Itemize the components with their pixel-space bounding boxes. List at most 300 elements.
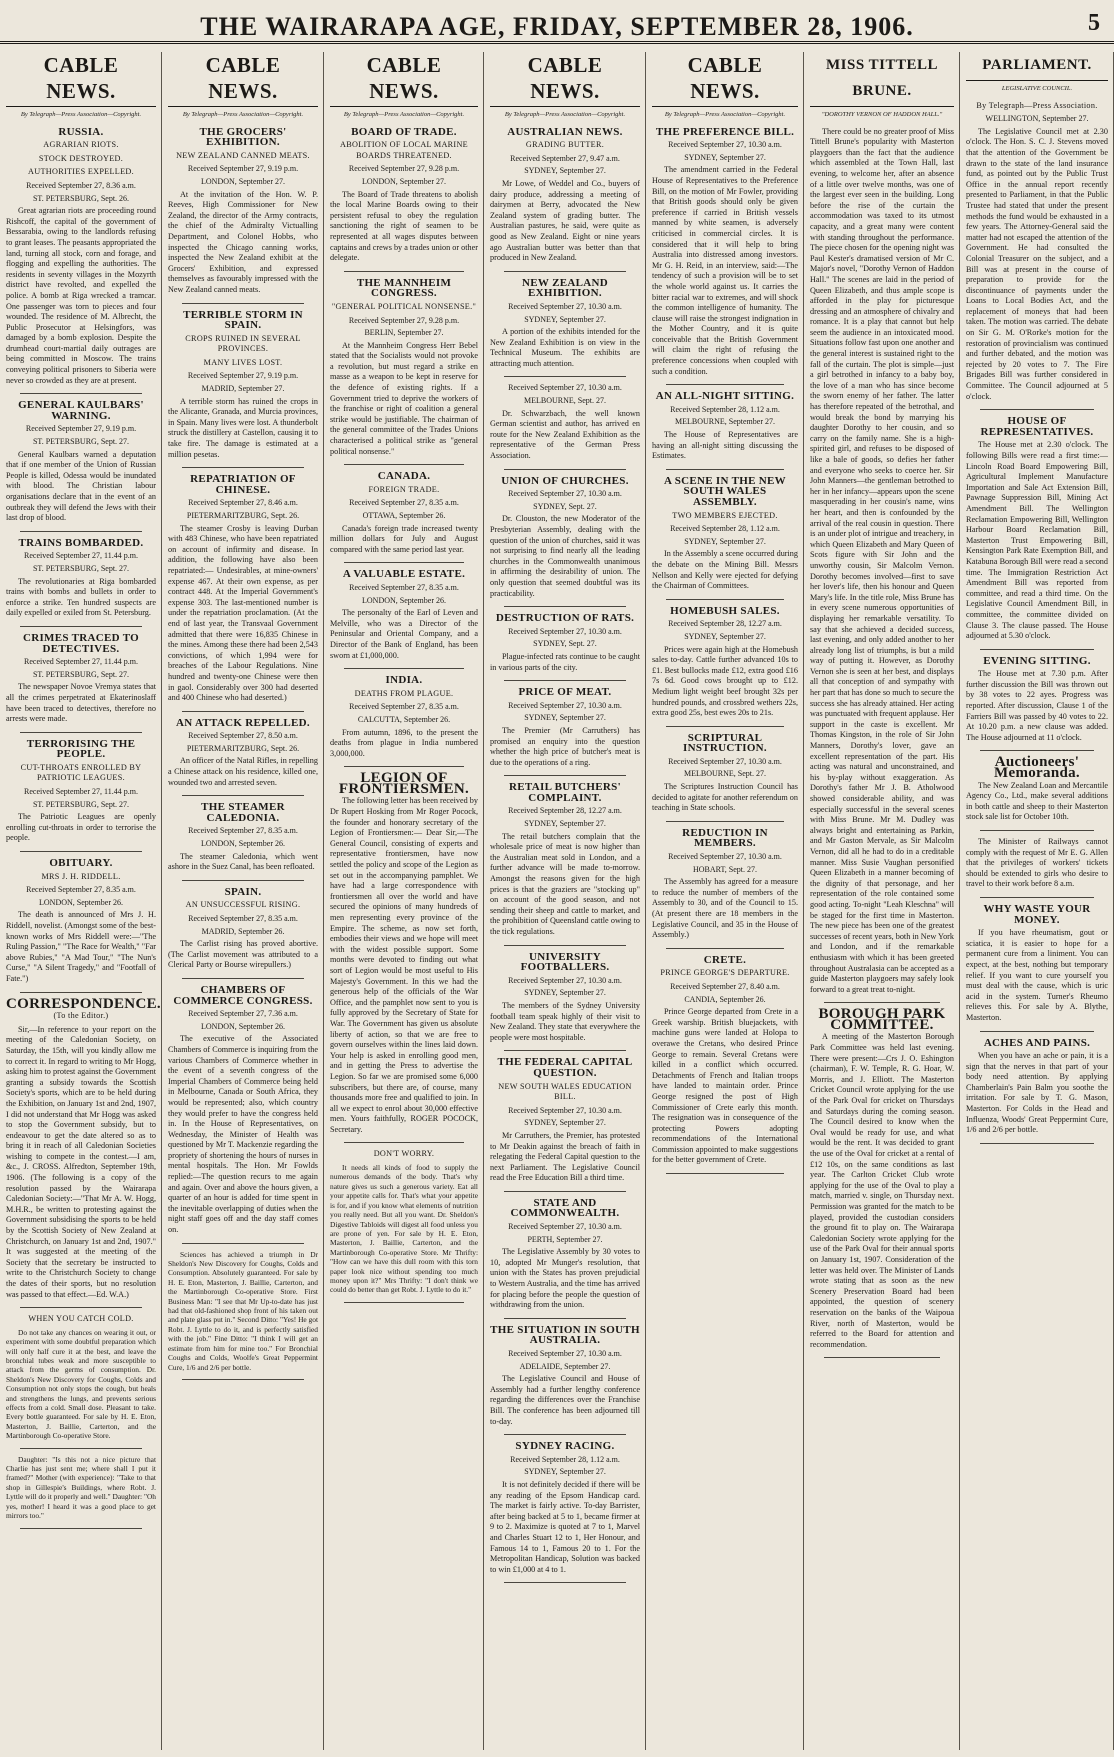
section-rule [504, 1191, 626, 1192]
section-rule [182, 1243, 304, 1244]
received-line: Received September 27, 8.35 a.m. [349, 582, 459, 592]
section-rule [980, 897, 1094, 898]
received-line: Received September 27, 9.28 p.m. [348, 315, 460, 325]
received-line: Received September 28, 1.12 a.m. [670, 524, 780, 534]
article [490, 1057, 640, 1184]
column-5 [646, 52, 804, 1750]
article-body: Daughter: "Is this not a nice picture that Charlie has just sent me; where shall I put it framed?" Mother (with experience): "Take to that shop in Gillespie's Buildings, where Robt. J. Lyttle will do it properly and well." Daughter: "Oh yes, mother! I heard it was a good place to get mirrors too." [6, 1454, 156, 1521]
article-body: The Patriotic Leagues are openly enrolling cut-throats in order to terrorise the people. [6, 812, 156, 843]
article [330, 1149, 478, 1294]
dateline: ST. PETERSBURG, Sept. 27. [32, 437, 130, 447]
dateline: ADELAIDE, September 27. [519, 1361, 611, 1371]
received-line: Received September 27, 11.44 p.m. [24, 551, 138, 561]
dateline: OTTAWA, September 26. [362, 511, 446, 520]
received-line: Received September 27, 10.30 a.m. [668, 756, 782, 766]
section-rule [20, 1307, 142, 1308]
article-subheading: CUT-THROATS ENROLLED BY PATRIOTIC LEAGUES. [20, 762, 142, 783]
article-body: In the Assembly a scene occurred during the debate on the Mining Bill. Messrs Nellson and Kelly were ejected for defying the Chairman of Committees. [652, 549, 798, 591]
received-line: Received September 27, 8.46 a.m. [188, 498, 298, 508]
article-subheading: MRS J. H. RIDDELL. [41, 871, 121, 881]
article-body: The retail butchers complain that the wholesale price of meat is now higher than the Australian meat sold in London, and a further advance will be made to-morrow. Amongst the reasons given for the high prices is that the graziers are "stocking up" on account of the good season, and not sending their sheep and cattle to market, and the prohibition of Queensland cattle owing to the tick regulations. [490, 831, 640, 936]
section-rule [504, 606, 626, 607]
section-rule [182, 1379, 304, 1380]
section-rule [20, 626, 142, 627]
received-line: Received September 27, 8.36 a.m. [26, 180, 136, 190]
section-rule [344, 766, 464, 767]
article-subheading: DEATHS FROM PLAGUE. [354, 688, 454, 698]
article-body: At the invitation of the Hon. W. P. Reeves, High Commissioner for New Zealand, the director of the Army contracts, the chief of the Admiralty Victualling Department, and Colonel Hobbs, who inspected the Chicago canning works, inspected the New Zealand exhibit at the Grocers' Exhibition, and expressed themselves as favourably impressed with the New Zealand canned meats. [168, 189, 318, 294]
article-heading: EVENING SITTING. [983, 654, 1091, 667]
article-subheading: NEW SOUTH WALES EDUCATION BILL. [498, 1081, 632, 1102]
column-header: CABLE NEWS. [330, 52, 478, 107]
article-body: A terrible storm has ruined the crops in the Alicante, Granada, and Murcia provinces, in Spain. Many lives were lost. A thunderbolt struck the distillery at Castellon, causing it to take fire. The damage is estimated at a million pesetas. [168, 396, 318, 459]
article-body: The death is announced of Mrs J. H. Riddell, novelist. (Amongst some of the best-known works of Mrs Riddell were:—"The Ruling Passion," "The Race for Wealth," "Far above Rubies," "A Mad Tour," "The Nun's Curse," "A Silent Tragedy," and "Footfall of Fate.") [6, 910, 156, 983]
article [6, 1314, 156, 1440]
article [168, 127, 318, 296]
byline: By Telegraph—Press Association—Copyright. [182, 111, 304, 118]
article-body: The following letter has been received by Dr Rupert Hosking from Mr Roger Pocock, the founder and honorary secretary of the Legion of Frontiersmen:— Dear Sir,—The General Council, consisting of experts and representative frontiersmen, have now settled the policy and scope of the Legion as set out in the accompanying pamphlet. We have had a large correspondence with frontiersmen all over the world and have secured the opinions of many hundreds of men representing every province of the Empire. The scheme, as now set forth, embodies their views and we hope will meet with the widest possible support. Some months were devoted to finding out what sort of Legion would be most useful to His Majesty's Government. In this we had the generous help of the officials of the War Office, and the pamphlet now sent to you is fully approved by the Secretary of State for War. The Government has given us absolute liberty of action, so that we are free to govern ourselves within the lines laid down. Your help is asked in enrolling good men, and in getting the Press to advertise the Legion. So far we are promised some 6,000 subscribers, but there are, of course, many thousands more free and qualified to join. In all we expect to enrol about 30,000 effective men. Yours faithfully, ROGER POCOCK, Secretary. [330, 796, 478, 1134]
section-rule [824, 1002, 940, 1003]
column-2 [162, 52, 324, 1750]
dateline: MADRID, September 26. [201, 926, 285, 936]
article-body: If you have rheumatism, gout or sciatica, it is easier to hope for a permanent cure from a liniment. You can expect, at the best, nothing but temporary relief. If you want to cure yourself you must deal with the cause, which is uric acid in the system. Turner's Rheumo relieves this. For sale by A. Blythe, Masterton. [966, 928, 1108, 1022]
column-header: CABLE NEWS. [652, 52, 798, 107]
article [6, 633, 156, 725]
section-rule [666, 726, 784, 727]
section-rule [666, 1173, 784, 1174]
column-header: PARLIAMENT. [966, 52, 1108, 81]
received-line: Received September 27, 10.30 a.m. [508, 1222, 622, 1232]
section-rule [20, 1448, 142, 1449]
article [168, 802, 318, 873]
article-body: The revolutionaries at Riga bombarded trains with bombs and bullets in order to enforce a strike. Ten hundred suspects are daily expelled or exiled from St. Petersburg. [6, 576, 156, 618]
section-rule [666, 469, 784, 470]
article-heading: UNIVERSITY FOOTBALLERS. [520, 950, 610, 974]
section-rule [344, 1142, 464, 1143]
article [966, 416, 1108, 641]
article [330, 569, 478, 661]
received-line: Received September 27, 8.35 a.m. [188, 826, 298, 836]
article [490, 278, 640, 370]
article-body: From autumn, 1896, to the present the deaths from plague in India numbered 3,000,000. [330, 727, 478, 758]
article [966, 656, 1108, 744]
article-body: An officer of the Natal Rifles, in repelling a Chinese attack on his residence, killed one, wounded two and arrested seven. [168, 756, 318, 787]
article-subheading: By Telegraph—Press Association. [976, 100, 1098, 110]
article-body: Dr. Clouston, the new Moderator of the Presbyterian Assembly, dealing with the question of the union of churches, said it was not surprising to find nearly all the leading churches in the Commonwealth unanimous in affirming the desirability of union. The only question that seemed doubtful was its practicability. [490, 514, 640, 598]
article-heading: ACHES AND PAINS. [983, 1036, 1091, 1049]
article-heading: NEW ZEALAND EXHIBITION. [522, 276, 608, 300]
dateline: LONDON, September 26. [362, 595, 446, 605]
article-body: The steamer Crosby is leaving Durban with 483 Chinese, who have been repatriated on account of infirmity and disease. In addition, the following have also been repatriated:— Undesirables, at mine-owners' expense 467. At their own expense, as per contract 448. At the Imperial Government's expense 303. The last-mentioned number is under the repatriation proclamation. (At the end of last year, the Transvaal Government admitted that there were 16,835 Chinese in the mines. Among these there had been 2,543 convictions, of which 1,994 were for breaches of the Labour Regulations. Nine hundred and twenty-one Chinese were then in gaol. Considerably over 300 had deserted and 400 Chinese who had deserted.) [168, 523, 318, 703]
article-body: The Scriptures Instruction Council has decided to agitate for another referendum on teaching in State schools. [652, 782, 798, 813]
article [6, 400, 156, 524]
article-heading: THE STEAMER CALEDONIA. [201, 801, 285, 824]
dateline: MELBOURNE, September 27. [675, 417, 775, 427]
dateline: MELBOURNE, Sept. 27. [684, 769, 766, 779]
section-rule [980, 1031, 1094, 1032]
dateline: SYDNEY, Sept. 27. [533, 639, 597, 649]
article-body: The Board of Trade threatens to abolish the local Marine Boards owing to their persistent refusal to obey the regulation sanctioning the right of seamen to be represented at all wages disputes between captains and crews by a trades union or other delegate. [330, 189, 478, 263]
article [6, 995, 161, 1301]
dateline: MADRID, September 27. [201, 384, 285, 394]
section-rule [182, 467, 304, 468]
article-heading: REDUCTION IN MEMBERS. [682, 826, 768, 850]
article-subheading: "GENERAL POLITICAL NONSENSE." [331, 301, 477, 311]
article-body: It is not definitely decided if there will be any reading of the Epsom Handicap card. The market is fairly active. To-day Barrister, after being backed at 5 to 1, became firmer at 9 to 2. Maximize is quoted at 7 to 1, Marvel and Charles Stuart 12 to 1, Her Honour, and Famous 14 to 1, Famous 20 to 1. For the Metropolitan Handicap, Solution was backed to win £1,000 at 4 to 1. [490, 1479, 640, 1574]
article [168, 474, 318, 703]
article [966, 101, 1108, 403]
article [652, 828, 798, 941]
article-body: The executive of the Associated Chambers of Commerce is inquiring from the various Chambers of Commerce whether in the event of a seventh congress of the Imperial Chambers of Commerce being held in Melbourne, Canada or South Africa, they would be represented; also, which country they would prefer to have the congress held in. In the House of Representatives, on Wednesday, the Minister of Health was questioned by Mr T. Mackenzie regarding the propriety of shortening the hours of nurses in mental hospitals. The Hon. Mr Fowlds replied:—The question recurs to me again and again. Over and above the hours given, a quarter of an hour is added for time spent in the inevitable overlapping of duties when the night staff goes off and the day staff comes on. [168, 1034, 318, 1235]
article-heading: A SCENE IN THE NEW SOUTH WALES ASSEMBLY. [664, 474, 786, 508]
dateline: SYDNEY, September 27. [524, 988, 606, 998]
article-heading: STATE AND COMMONWEALTH. [510, 1196, 620, 1220]
article [330, 675, 478, 759]
dateline: SYDNEY, September 27. [524, 1467, 606, 1477]
dateline: SYDNEY, September 27. [524, 819, 606, 829]
dateline: SYDNEY, September 27. [684, 152, 766, 162]
article-body: Mr Lowe, of Weddel and Co., buyers of dairy produce, addressing a meeting of dairymen at Berry, advocated the New Zealand system of grading butter. The Australian pastures, he said, were quite as good as New Zealand. Eight or nine years ago Australian butter was better than that produced in New Zealand. [490, 178, 640, 263]
received-line: Received September 27, 7.36 a.m. [188, 1009, 298, 1019]
dateline: SYDNEY, Sept. 27. [533, 501, 597, 511]
received-line: Received September 27, 10.30 a.m. [508, 700, 622, 710]
article-body: The members of the Sydney University football team speak highly of their visit to New Zealand. They state that everywhere the people were most hospitable. [490, 1000, 640, 1042]
article-heading: THE GROCERS' EXHIBITION. [199, 125, 287, 149]
dateline: LONDON, September 26. [201, 1021, 285, 1031]
section-rule [20, 1528, 142, 1529]
article [966, 904, 1108, 1024]
article-heading: CHAMBERS OF COMMERCE CONGRESS. [173, 983, 313, 1007]
article [810, 127, 954, 996]
article-heading: PRICE OF MEAT. [518, 686, 612, 699]
article-body: A portion of the exhibits intended for the New Zealand Exhibition is on view in the Technical Museum. The exhibits are attracting much attention. [490, 327, 640, 368]
article-heading: HOUSE OF REPRESENTATIVES. [980, 415, 1094, 438]
article-body: The House met at 2.30 o'clock. The following Bills were read a first time:—Lincoln Road Board Empowering Bill, Agricultural Implement Manufacture Importation and Sale Act Extension Bill, Pawnage Suppression Bill, Mining Act Amendment Bill. The Wellington Reclamation Empowering Bill, Wellington Harbour Board Reclamation Bill, Masterton Trust Empowering Bill, Kensington Park Rate Exemption Bill, and Katabuna Borough Bill were read a second time. The Immigration Restriction Act Amendment Bill was reported from committee, and read a third time. On the Legislative Council Amendment Bill, in committee, the committee divided on Clause 3. The clause passed. The House adjourned at 5.30 o'clock. [966, 440, 1108, 641]
article-heading: UNION OF CHURCHES. [501, 474, 629, 487]
section-rule [344, 271, 464, 272]
article-subheading: CROPS RUINED IN SEVERAL PROVINCES. [185, 333, 301, 354]
article [652, 733, 798, 814]
article-heading: A VALUABLE ESTATE. [342, 568, 466, 581]
article-subheading: ABOLITION OF LOCAL MARINE BOARDS THREATENED. [340, 140, 468, 160]
article-body: Prince George departed from Crete in a Greek warship. British bluejackets, with machine guns were landed at Holopa to overawe the Cretans, who desired Prince George to remain. Several Cretans were killed in a conflict which occurred. Detachments of French and Italian troops have landed to maintain order. Prince George resigned the post of High Commissioner of Crete early this month. The resignation was in consequence of the protecting Powers adopting recommendations of the International Commission appointed to make suggestions for the better government of Crete. [652, 1007, 798, 1165]
article [490, 687, 640, 768]
article-subheading: AGRARIAN RIOTS. [43, 140, 119, 150]
section-rule [504, 271, 626, 272]
received-line: Received September 27, 10.30 a.m. [508, 975, 622, 985]
dateline: LONDON, September 26. [39, 897, 123, 907]
article-heading: Auctioneers' Memoranda. [994, 754, 1080, 782]
article [652, 476, 798, 592]
article-body: The House met at 7.30 p.m. After further discussion the Bill was thrown out by 38 votes to 22 ayes. Progress was reported. After discussion, Clause 1 of the Farriers Bill was passed by 40 votes to 22. At 10.20 p.m. a new clause was added. The House adjourned at 11 o'clock. [966, 669, 1108, 742]
article-heading: CANADA. [377, 470, 431, 483]
section-rule [182, 978, 304, 979]
section-rule [980, 649, 1094, 650]
article [330, 278, 478, 458]
article-body: The Carlist rising has proved abortive. (The Carlist movement was attributed to a Clerical Party or Bourse wirepullers.) [168, 939, 318, 970]
article-heading: BOARD OF TRADE. [351, 125, 457, 138]
section-rule [182, 880, 304, 881]
dateline: SYDNEY, September 27. [684, 536, 766, 546]
article [6, 1455, 156, 1521]
received-line: Received September 27, 9.19 p.m. [187, 164, 299, 174]
article-heading: CRETE. [703, 953, 747, 966]
article-heading: SYDNEY RACING. [515, 1440, 615, 1453]
received-line: Received September 27, 11.44 p.m. [24, 657, 138, 667]
article-body: When you have an ache or pain, it is a sign that the nerves in that part of your body need attention. By applying Chamberlain's Pain Balm you soothe the irritation. For sale by T. G. Mason, Masterton. For Colds in the Head and Influenza, Woods' Great Peppermint Cure, 1/6 and 2/6 per bottle. [966, 1051, 1108, 1135]
article [490, 613, 640, 673]
article [6, 858, 156, 985]
article-heading: RETAIL BUTCHERS' COMPLAINT. [509, 781, 621, 804]
section-rule [20, 531, 142, 532]
article [168, 310, 318, 461]
section-rule [666, 821, 784, 822]
received-line: Received September 27, 9.28 p.m. [348, 164, 460, 174]
byline: By Telegraph—Press Association—Copyright. [343, 111, 465, 118]
dateline: PIETERMARITZBURG, Sept. 26. [186, 511, 300, 520]
section-rule [980, 750, 1094, 751]
newspaper-title: THE WAIRARAPA AGE, FRIDAY, SEPTEMBER 28, 1906. [200, 12, 914, 41]
article-subheading: DON'T WORRY. [373, 1149, 435, 1159]
section-rule [504, 680, 626, 681]
received-line: Received September 27, 10.30 a.m. [508, 301, 622, 311]
section-rule [182, 711, 304, 712]
article [490, 476, 640, 600]
article-heading: THE PREFERENCE BILL. [655, 125, 795, 138]
received-line: Received September 27, 8.40 a.m. [670, 981, 780, 991]
received-line: Received September 27, 8.35 a.m. [26, 885, 136, 895]
section-rule [504, 1582, 626, 1583]
article-heading: SPAIN. [224, 885, 262, 898]
article-subheading: (To the Editor.) [53, 1011, 109, 1021]
byline: By Telegraph—Press Association—Copyright. [504, 111, 626, 118]
column-header: CABLE NEWS. [490, 52, 640, 107]
article [966, 837, 1108, 890]
byline: By Telegraph—Press Association—Copyright. [20, 111, 142, 118]
section-rule [20, 851, 142, 852]
section-rule [344, 668, 464, 669]
dateline: CALCUTTA, September 26. [357, 714, 451, 724]
section-rule [344, 562, 464, 563]
dateline: SYDNEY, September 27. [524, 1118, 606, 1128]
article-heading: AN ALL-NIGHT SITTING. [655, 390, 795, 403]
article [330, 127, 478, 264]
article-heading: TERRIBLE STORM IN SPAIN. [183, 308, 303, 332]
article-heading: THE SITUATION IN SOUTH AUSTRALIA. [490, 1323, 640, 1347]
column-4 [484, 52, 646, 1750]
article-heading: TRAINS BOMBARDED. [18, 536, 144, 549]
dateline: HOBART, Sept. 27. [692, 864, 758, 874]
article-body: The personalty of the Earl of Leven and Melville, who was a Director of the Peninsular and Oriental Company, and a Director of the Bank of England, has been sworn at £1,000,000. [330, 608, 478, 660]
section-rule [182, 303, 304, 304]
received-line: Received September 27, 10.30 a.m. [668, 140, 782, 150]
article [810, 1006, 954, 1350]
dateline: SYDNEY, September 27. [524, 314, 606, 324]
column-header: CABLE NEWS. [168, 52, 318, 107]
section-rule [824, 1357, 940, 1358]
article-body: General Kaulbars warned a deputation that if one member of the Union of Russian People is killed, Odessa would be inundated with blood. The Christian labour organisations declare that in the event of an outbreak they will defend the Jews with their last drop of blood. [6, 449, 156, 523]
dateline: ST. PETERSBURG, Sept. 27. [32, 669, 130, 679]
received-line: Received September 27, 10.30 a.m. [508, 626, 622, 636]
article-heading: AN ATTACK REPELLED. [176, 716, 310, 729]
section-rule [504, 376, 626, 377]
article [966, 1038, 1108, 1136]
article [6, 538, 156, 619]
received-line: Received September 27, 11.44 p.m. [24, 787, 138, 797]
section-rule [504, 469, 626, 470]
article-subheading: TWO MEMBERS EJECTED. [672, 510, 778, 520]
article-heading: HOMEBUSH SALES. [670, 604, 780, 617]
article-heading: BOROUGH PARK COMMITTEE. [818, 1006, 946, 1033]
section-rule [344, 1302, 464, 1303]
article [966, 754, 1108, 823]
article [652, 606, 798, 719]
byline: By Telegraph—Press Association—Copyright. [664, 111, 786, 118]
article-body: The House of Representatives are having an all-night sitting discussing the Estimates. [652, 430, 798, 461]
article-subheading: STOCK DESTROYED. [38, 153, 124, 163]
article-subheading: NEW ZEALAND CANNED MEATS. [176, 150, 310, 160]
article-heading: SCRIPTURAL INSTRUCTION. [683, 731, 767, 755]
column-header: CABLE NEWS. [6, 52, 156, 107]
dateline: PERTH, September 27. [527, 1234, 603, 1244]
received-line: Received September 27, 9.19 p.m. [187, 371, 299, 381]
article-body: Sciences has achieved a triumph in Dr Sheldon's New Discovery for Coughs, Colds and Consumption. Absolutely guaranteed. For sale by H. E. Eton, Masterton, J. Baillie, Carterton, and the Martinborough Co-operative Store. First Business Man: "I see that Mr Up-to-date has just had that old-fashioned shop front of his taken out and plate glass put in." Second Ditto: "Yes! He got Robt. J. Lyttle to do it, and is perfectly satisfied with the job." Fine Ditto: "I think I will get an estimate from him for mine too." For Bronchial Coughs and Colds, Woolfe's Great Peppermint Cure, 1/6 and 2/6 per bottle. [168, 1249, 318, 1372]
received-line: Received September 28, 1.12 a.m. [670, 404, 780, 414]
article-body: At the Mannheim Congress Herr Bebel stated that the Socialists would not provoke a revolution, but must regard a strike en masse as a weapon to be kept in reserve for the defence of existing rights. If a Government tried to deprive the workers of the franchise or right of coalition a general strike would be justifiable. The chairman of the general committee of the Trades Unions characterised a political strike as "general political nonsense." [330, 340, 478, 456]
received-line: Received September 27, 8.35 a.m. [188, 914, 298, 923]
article-body: The steamer Caledonia, which went ashore in the Suez Canal, has been refloated. [168, 851, 318, 872]
dateline: CANDIA, September 26. [684, 994, 766, 1004]
article-body: The Legislative Council and House of Assembly had a further lengthy conference regarding the differences over the Franchise Bill. The conference has been adjourned till to-day. [490, 1374, 640, 1426]
article-heading: RUSSIA. [58, 125, 104, 138]
article-body: Canada's foreign trade increased twenty million dollars for July and August compared with the same period last year. [330, 523, 478, 554]
received-line: Received September 27, 8.35 a.m. [349, 498, 459, 508]
dateline: ST. PETERSBURG, Sept. 26. [32, 193, 130, 203]
column-header: MISS TITTELL BRUNE. [810, 52, 954, 107]
column-6 [804, 52, 960, 1750]
dateline: WELLINGTON, September 27. [985, 114, 1089, 124]
section-rule [344, 464, 464, 465]
article [168, 985, 318, 1236]
article [652, 955, 798, 1166]
received-line: Received September 28, 12.27 a.m. [508, 806, 622, 816]
dateline: LONDON, September 27. [362, 176, 446, 186]
article-body: The Legislative Council met at 2.30 o'clock. The Hon. S. C. J. Stevens moved that the attention of the Government be drawn to the state of the land insurance fund, as pointed out by the Public Trust Office in the annual report recently presented to Parliament, in that the Public Trustee had stated that under the present methods the fund would be exhausted in a few years. The Attorney-General said the matter had not escaped the attention of the Government. He had consulted the Colonial Treasurer on the subject, and a Bill was at present in the course of preparation to provide for the discontinuance of payments under the Loans to Local Bodies Act, and the replacement of moneys that had been taken. The motion was carried. The debate on Sir G. M. O'Rorke's motion for the restoration of provincialism was continued and further debated, and the motion was rejected by 20 votes to 7. The Fire Brigades Bill was further considered in Committee. The Council adjourned at 5 o'clock. [966, 126, 1108, 401]
article-heading: WHY WASTE YOUR MONEY. [983, 902, 1091, 926]
received-line: Received September 28, 12.27 a.m. [668, 619, 782, 629]
received-line: Received September 27, 8.35 a.m. [349, 702, 459, 712]
article-body: The Premier (Mr Carruthers) has promised an enquiry into the question whether the high price of butcher's meat is due to the operations of a ring. [490, 725, 640, 767]
received-line: Received September 27, 10.30 a.m. [508, 1105, 622, 1115]
received-line: Received September 27, 10.30 a.m. [508, 1349, 622, 1358]
dateline: ST. PETERSBURG, Sept. 27. [32, 799, 130, 809]
article [330, 471, 478, 555]
received-line: Received September 28, 1.12 a.m. [510, 1454, 620, 1464]
article [490, 383, 640, 461]
dateline: PIETERMARITZBURG, Sept. 26. [186, 743, 300, 753]
received-line: Received September 27, 9.19 p.m. [25, 424, 137, 434]
article [490, 127, 640, 264]
article-subheading: WHEN YOU CATCH COLD. [28, 1314, 134, 1324]
masthead [0, 0, 1114, 44]
article [6, 127, 156, 387]
article-heading: TERRORISING THE PEOPLE. [26, 737, 136, 761]
article-heading: REPATRIATION OF CHINESE. [190, 473, 296, 496]
article-heading: CRIMES TRACED TO DETECTIVES. [22, 631, 140, 655]
article-subheading: PRINCE GEORGE'S DEPARTURE. [660, 968, 790, 978]
section-rule [504, 775, 626, 776]
byline: LEGISLATIVE COUNCIL. [1001, 85, 1073, 92]
received-line: Received September 27, 10.30 a.m. [508, 489, 622, 499]
article-body: Plague-infected rats continue to be caught in various parts of the city. [490, 651, 640, 672]
article-body: The newspaper Novoe Vremya states that all the crimes perpetrated at Ekaterinoslaff have been traced to detectives, therefore no arrests were made. [6, 682, 156, 724]
received-line: Received September 27, 10.30 a.m. [508, 383, 622, 393]
article [490, 1198, 640, 1311]
section-rule [20, 732, 142, 733]
dateline: LONDON, September 27. [201, 176, 285, 186]
section-rule [20, 393, 142, 394]
article-heading: THE FEDERAL CAPITAL QUESTION. [497, 1056, 633, 1079]
section-rule [20, 992, 142, 993]
dateline: SYDNEY, September 27. [684, 631, 766, 641]
received-line: Received September 27, 9.47 a.m. [510, 153, 620, 163]
article-body: There could be no greater proof of Miss Tittell Brune's popularity with Masterton playgoers than the fact that the audience which assembled at the Town Hall, last evening, to welcome her, after an absence of a little over twelve months, was one of the largest ever seen in the building. Long before the rise of the curtain the accommodation was taxed to its utmost capacity, and a great many were content with standing throughout the performance. The piece chosen for the opening night was Paul Kester's dramatised version of Mr C. Major's novel, "Dorothy Vernon of Haddon Hall." The scenes are laid in the period of Queen Elizabeth, and thus ample scope is afforded in the play for picturesque dressing and an atmosphere of chivalry and romance. It is a play that cannot but help seem the audience in an intoxicated mood. Situations follow fast upon one another and the general interest is sustained right to the fall of the curtain. The plot is simple—just a girl betrothed in infancy to a baby boy, the love of a man who has since become the sworn enemy of her father. The latter has therefore repeated of the betrothal, and would break the bond by marrying his daughter Dorothy to her cousin, and so carry on the family name. She is a high-spirited girl, and refuses to be disposed of like a bale of goods, so defies her father and everyone who seeks to coerce her. Sir John Manners—the gentleman betrothed to her in her infancy—appears upon the scene masquerading in her cousin's name, wins her heart, and then is confounded by the arrival of the real cousin in question. There is an under plot of intrigue and treachery, in which Queen Elizabeth and Mary Queen of Scots figure with Sir John and the unworthy cousin, Sir Malcolm Vernon. Dorothy becomes involved—first to save her lover's life, then his honour and Queen Mary's life. In the title role, Miss Brune has in every scene numerous opportunities of displaying her remarkable versatility. To say that she achieved a decided success, last evening, and only added another to her already long list of triumphs, is but a mild way of putting it. However, as Dorothy Vernon she is seen at her best, and displays all that conception of and sympathy with her part that has done so much to secure the success she has already attained. Her acting was punctuated with frequent applause. Her support in the caste is excellent. Mr Thomas Kingston, in the role of Sir John Manners, Dorothy's lover, gave an excellent representation of the part. His acting was natural and unconstrained, and his by-play without exaggeration. As Dorothy's father Mr J. B. Atholwood showed considerable ability, and was especially successful in the several scenes with Miss Brune. Mr M. Dudley was always bright and entertaining as Parkin, and Mr Gaston Mervale, as Sir Malcolm Vernon, did all he had to do in a creditable manner. Miss Susie Vaughan personified Queen Elizabeth in a manner becoming of the dignity of that personage, and her representation of the role contained some good acting. To-night "Leah Kleschna" will be staged for the first time in Masterton. The new piece has been one of the greatest successes of recent years, both in New York and London, and if the remarkable enthusiasm with which it has been greeted throughout Australasia can be accepted as a guide Masterton playgoers may safely look forward to a great treat to-night. [810, 126, 954, 994]
dateline: MELBOURNE, Sept. 27. [524, 396, 606, 406]
article-heading: THE MANNHEIM CONGRESS. [356, 276, 452, 300]
article [652, 127, 798, 378]
article-body: The New Zealand Loan and Mercantile Agency Co., Ltd., make several additions in both cattle and sheep to their Masterton stock sale list for October 10th. [966, 780, 1108, 822]
section-rule [504, 1318, 626, 1319]
article-body: Do not take any chances on wearing it out, or experiment with some doubtful preparation which will only half cure it at the best, and leave the bronchial tubes weak and more susceptible to attack from the germs of consumption. Dr. Sheldon's New Discovery for Coughs, Colds and Consumption not only stops the cough, but heals and strengthens the lungs, and prevents serious effects from a cold. Small dose. Pleasant to take. Every bottle guaranteed. For sale by H. E. Eton, Masterton, J. Baillie, Carterton, and the Martinborough Co-operative Store. [6, 1327, 156, 1441]
article-heading: LEGION OF FRONTIERSMEN. [338, 770, 470, 797]
article-body: The Minister of Railways cannot comply with the request of Mr E. G. Allen that the privileges of workers' tickets should be extended to girls who desire to travel to their work before 8 a.m. [966, 837, 1108, 889]
article-heading: DESTRUCTION OF RATS. [495, 612, 635, 625]
dateline: ST. PETERSBURG, Sept. 27. [32, 563, 130, 573]
article [652, 391, 798, 462]
dateline: SYDNEY, September 27. [524, 166, 606, 176]
article-subheading: GRADING BUTTER. [525, 140, 605, 150]
article-body: It needs all kinds of food to supply the numerous demands of the body. That's why nature gives us such a generous variety. Eat all your appetite calls for. That's what your appetite is for, and if you know what elements of nutrition you really need. But all you want. Dr. Sheldon's Digestive Tabloids will digest all food unless you are prone of yen. For sale by H. E. Eton, Masterton, J. Baillie, Carterton, and the Martinborough Co-operative Store. Mr Thrifty: "How can we have this dull room with this torn paper look nice without spending too much money upon it?" Mrs Thrifty: "I don't think we could do better than get Robt. J. Lyttle to do it." [330, 1163, 478, 1295]
section-rule [182, 795, 304, 796]
article [490, 782, 640, 937]
article-heading: GENERAL KAULBARS' WARNING. [18, 399, 144, 422]
article-body: The amendment carried in the Federal House of Representatives to the Preference Bill, on the motion of Mr Fowler, providing that British goods should only be given preference if carried in British vessels manned by white seamen, is adversely criticised in commercial circles. It is considered that it will help to bring Australia into distressed among investors. Mr G. H. Reid, in an interview, said:—The tendency of such a provision will be to set the whole world against us. It carries the bitter racial war to extremes, and will shock the common intelligence of humanity. The clause will raise the strongest indignation in the Mother Country, and it is quite conceivable that the British Government will claim the right of refusing the preference concessions when coupled with such a condition. [652, 165, 798, 376]
dateline: SYDNEY, September 27. [524, 713, 606, 723]
byline: "DOROTHY VERNON OF HADDON HALL." [821, 111, 943, 118]
article-body: Prices were again high at the Homebush sales to-day. Cattle further advanced 10s to £1. Best bullocks made £12, extra good £16 7s 6d. Good cows brought up to £12. Medium light weight beef brought 32s per hundred pounds, and crossbred wethers 22s, extra good 25s, best ewes 20s to 21s. [652, 644, 798, 718]
section-rule [980, 1143, 1094, 1144]
article-body: Mr Carruthers, the Premier, has protested to Mr Deakin against the breach of faith in relegating the Federal Capital question to the next Parliament. The Legislative Council read the Free Education Bill a third time. [490, 1130, 640, 1183]
article-subheading: AUTHORITIES EXPELLED. [28, 167, 134, 177]
article-heading: INDIA. [385, 674, 423, 687]
section-rule [980, 409, 1094, 410]
section-rule [980, 830, 1094, 831]
article-subheading: AN UNSUCCESSFUL RISING. [185, 900, 301, 910]
article-heading: CORRESPONDENCE. [6, 995, 161, 1012]
article [490, 1325, 640, 1427]
article-body: Sir,—In reference to your report on the meeting of the Caledonian Society, on Saturday, the 15th, will you kindly allow me to correct it. In regard to writing to Mr Hogg, asking him to protest against the Government granting a subsidy towards the Scottish Society's sports, which are to be held during the Exhibition, on January 1st and 2nd, 1907, I did not understand that Mr Hogg was asked to stop the Government subsidy, but to endeavour to get the date altered so as to bring it in reach of all Caledonian Societies wishing to compete in the contest.—I am, &c., J. CROSS. Alfredton, September 19th, 1906. (The following is a copy of the resolution passed by the Wairarapa Caledonian Society:—"That Mr A. W. Hogg, M.H.R., be written to protesting against the Government subsidising the sports to be held by the Scottish Society of New Zealand at Christchurch, on January 1st and 2nd, 1907." It was suggested at the meeting of the Society that the secretary be instructed to write to the Christchurch Society to change the dates of their sports, but no resolution was passed to that effect.—Ed. W.A.) [6, 1024, 156, 1299]
dateline: LONDON, September 26. [201, 839, 285, 849]
article-heading: OBITUARY. [49, 857, 113, 870]
article [490, 1441, 640, 1575]
section-rule [504, 945, 626, 946]
article-subheading: MANY LIVES LOST. [203, 357, 283, 367]
article-heading: AUSTRALIAN NEWS. [507, 125, 623, 138]
article [168, 887, 318, 971]
section-rule [504, 1434, 626, 1435]
column-7 [960, 52, 1114, 1750]
dateline: BERLIN, September 27. [364, 328, 444, 338]
